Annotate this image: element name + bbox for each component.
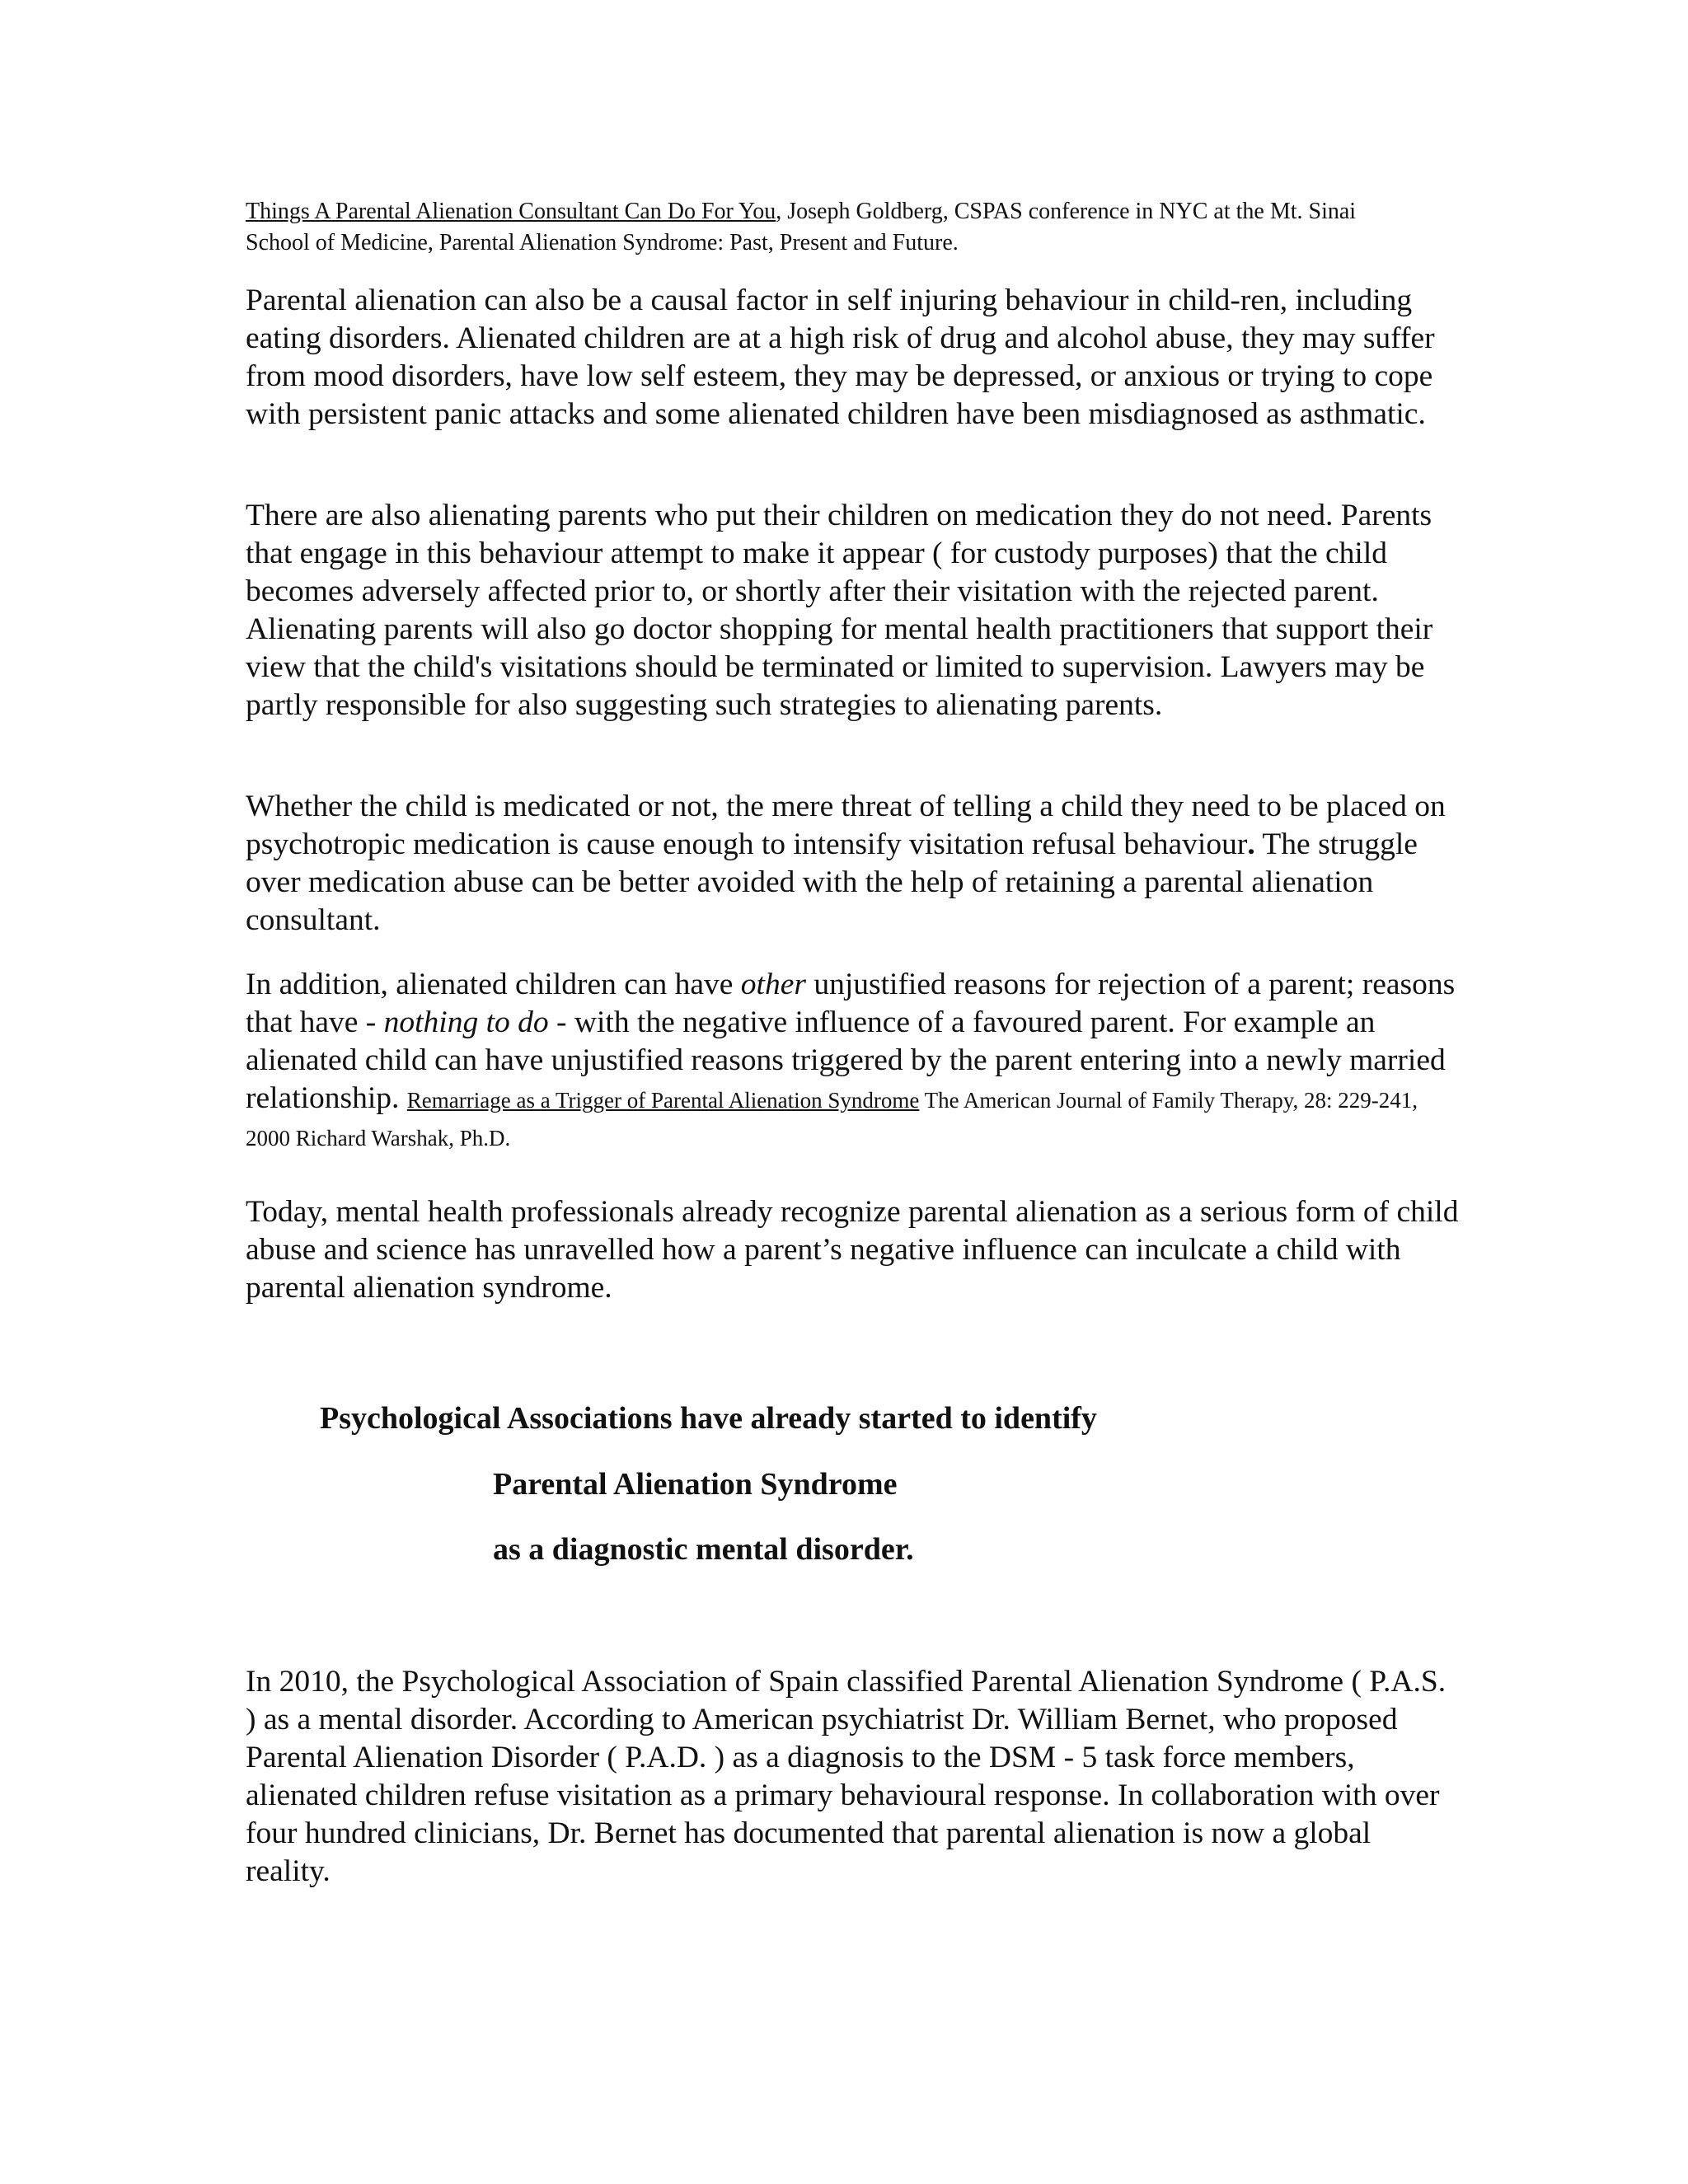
paragraph-other-reasons [246, 966, 1465, 1155]
heading-line-3: as a diagnostic mental disorder. [493, 1532, 914, 1567]
paragraph-text: In addition, alienated children can have [246, 968, 741, 1001]
citation-title-link[interactable]: Things A Parental Alienation Consultant Can Do For You [246, 199, 776, 224]
paragraph-self-injury: Parental alienation can also be a causal factor in self injuring behaviour in child-ren, including eating disorders. Alienated children are at a high risk of drug and alcohol abuse, they may suffer from mood disorders, have low self esteem, they may be depressed, or anxious or trying to cope with persistent panic attacks and some alienated children have been misdiagnosed as asthmatic. [246, 284, 1435, 431]
paragraph-medication-threat [246, 788, 1465, 940]
paragraph-recognition: Today, mental health professionals already recognize parental alienation as a serious form of child abuse and science has unravelled how a parent’s negative influence can inculcate a child with parental alienation syndrome. [246, 1195, 1459, 1305]
paragraph-medication: There are also alienating parents who put their children on medication they do not need. Parents that engage in this behaviour attempt to make it appear ( for custody purposes) that the child becomes adversely affected prior to, or shortly after their visitation with the rejected parent. Alienating parents will also go doctor shopping for mental health practitioners that support their view that the child's visitations should be terminated or limited to supervision. Lawyers may be partly responsible for also suggesting such strategies to alienating parents. [246, 499, 1433, 722]
paragraph-text: unjustified reasons for rejection of a parent; reasons that have - [246, 968, 1456, 1039]
bold-period: . [1247, 827, 1255, 861]
reference-details: The American Journal of Family Therapy, 28: 229-241, 2000 Richard Warshak, Ph.D. [246, 1088, 1418, 1151]
citation [246, 196, 1416, 259]
emphasis-other: other [740, 968, 806, 1001]
paragraph-text: - with the negative influence of a favoured parent. For example an alienated child can have unjustified reasons triggered by the parent entering into a newly married relationship. [246, 1005, 1446, 1115]
citation-details: , Joseph Goldberg, CSPAS conference in NYC at the Mt. Sinai School of Medicine, Parental Alienation Syndrome: Past, Present and Future. [246, 199, 1357, 255]
paragraph-text: The struggle over medication abuse can be better avoided with the help of retaining a parental alienation consultant. [246, 827, 1418, 937]
reference-link[interactable]: Remarriage as a Trigger of Parental Alienation Syndrome [406, 1088, 920, 1113]
emphasis-nothing-to-do: nothing to do [383, 1005, 549, 1039]
paragraph-spain-2010: In 2010, the Psychological Association of Spain classified Parental Alienation Syndrome ( P.A.S. ) as a mental disorder. According to American psychiatrist Dr. William Bernet, who proposed Parental Alienation Disorder ( P.A.D. ) as a diagnosis to the DSM - 5 task force members, alienated children refuse visitation as a primary behavioural response. In collaboration with over four hundred clinicians, Dr. Bernet has documented that parental alienation is now a global reality. [246, 1665, 1447, 1888]
heading-line-2: Parental Alienation Syndrome [493, 1467, 898, 1502]
paragraph-text: Whether the child is medicated or not, the mere threat of telling a child they need to be placed on psychotropic medication is cause enough to intensify visitation refusal behaviour [246, 790, 1446, 861]
heading-line-1: Psychological Associations have already started to identify [320, 1401, 1097, 1436]
